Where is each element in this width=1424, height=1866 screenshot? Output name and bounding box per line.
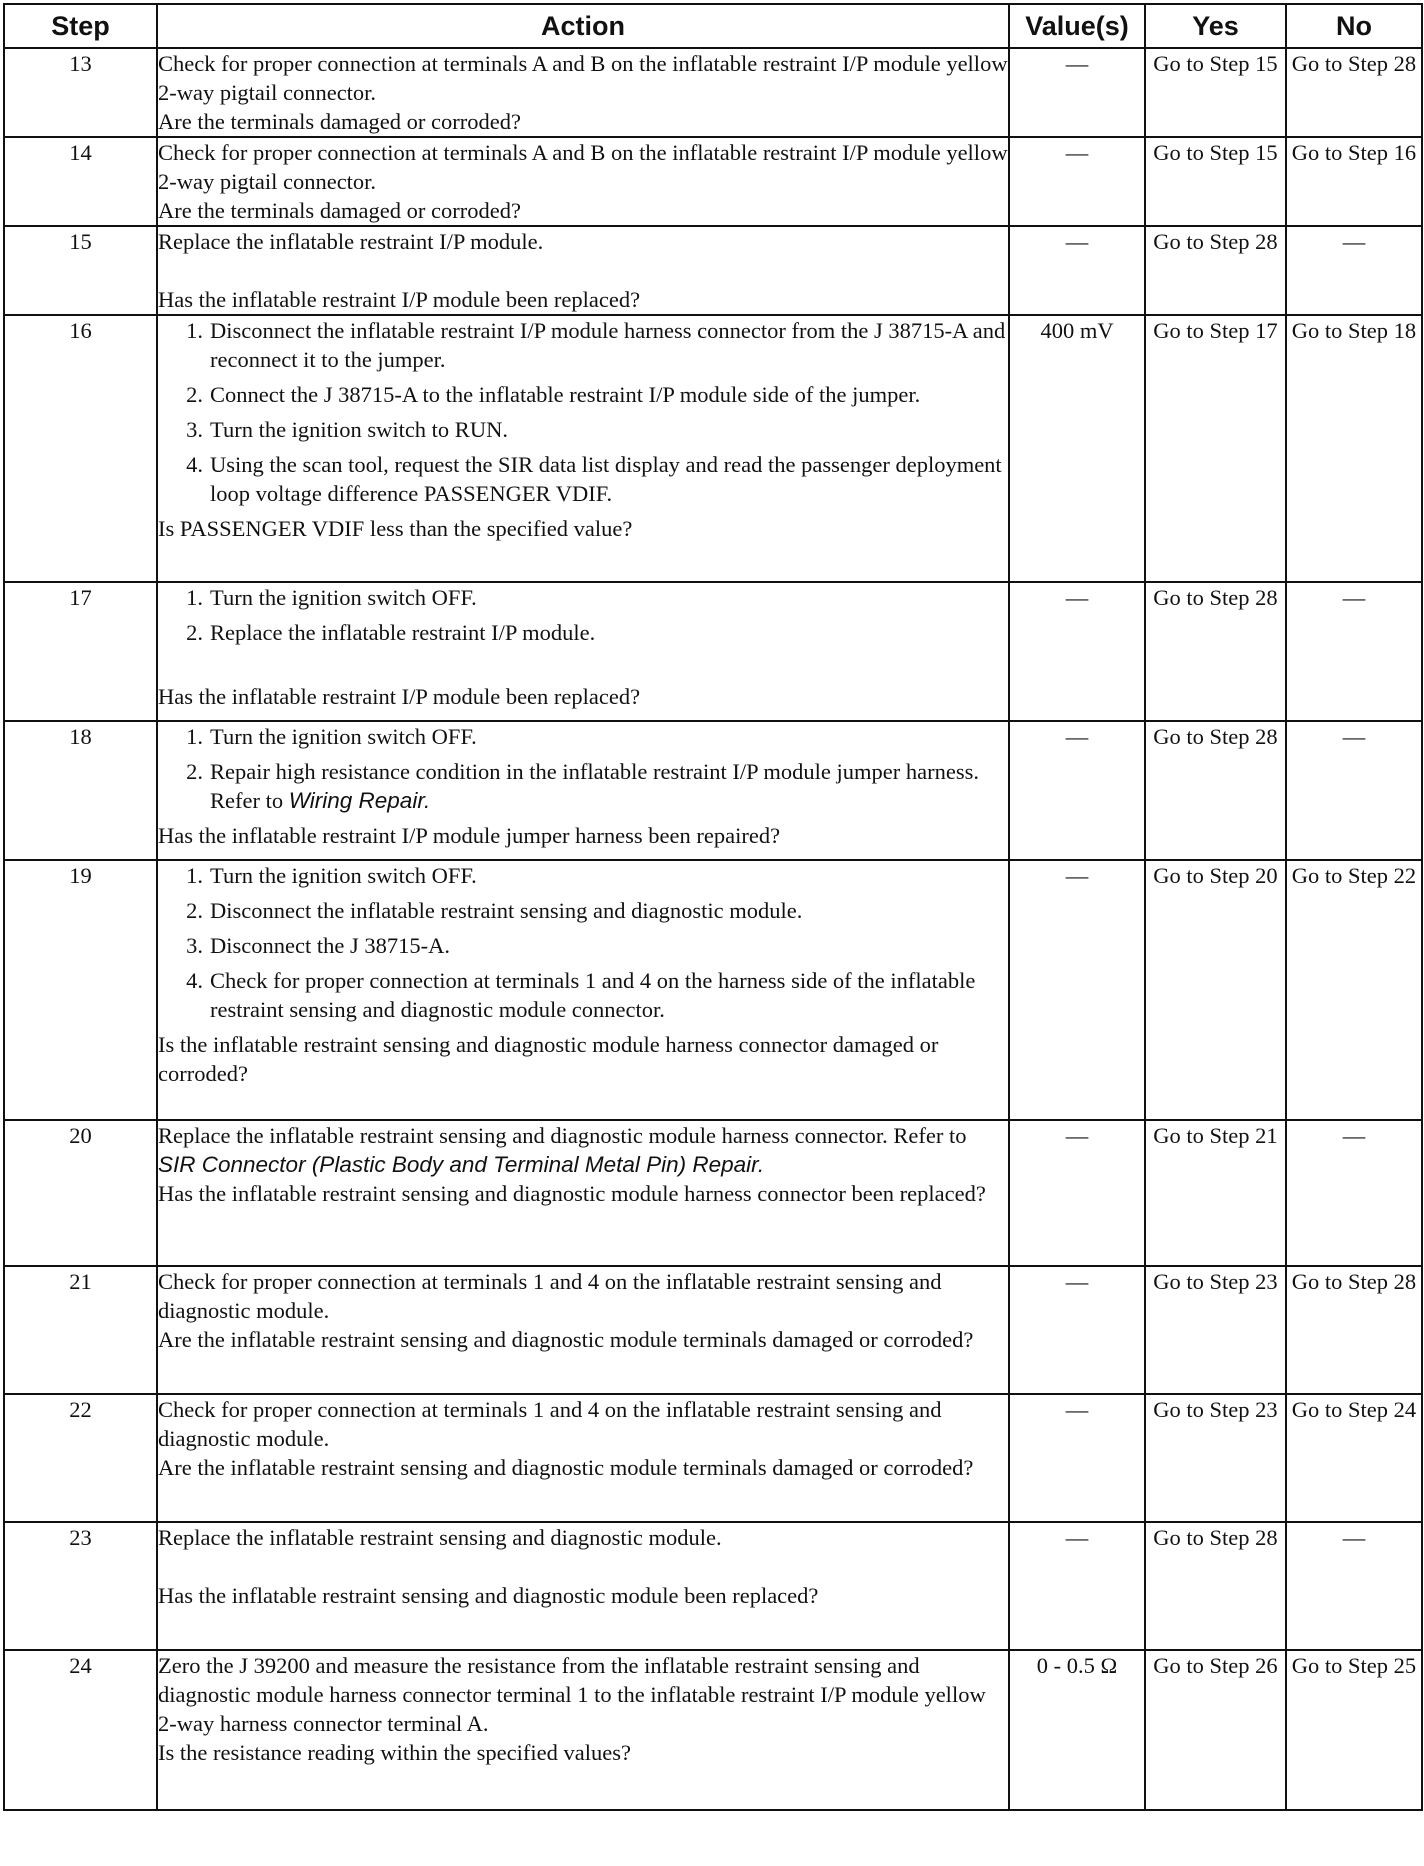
no-cell: Go to Step 25: [1286, 1650, 1422, 1810]
action-text-main: Replace the inflatable restraint sensing and diagnostic module harness connector. Refer to: [158, 1123, 967, 1148]
action-text: Replace the inflatable restraint I/P module.: [158, 229, 544, 254]
step-number: 20: [4, 1120, 157, 1266]
action-question: Has the inflatable restraint I/P module been replaced?: [158, 684, 641, 709]
step-number: 14: [4, 137, 157, 226]
value-cell: —: [1009, 860, 1145, 1120]
no-cell: —: [1286, 721, 1422, 860]
substep-number: 2.: [186, 759, 203, 784]
yes-cell: Go to Step 28: [1145, 582, 1286, 721]
table-row: [4, 582, 1422, 721]
action-cell: [157, 582, 1009, 721]
action-text: Zero the J 39200 and measure the resistance from the inflatable restraint sensing and diagnostic module harness connector terminal 1 to the inflatable restraint I/P module yellow 2-way harness connector terminal A.: [158, 1653, 986, 1736]
substep-number: 3.: [186, 417, 203, 442]
yes-cell: Go to Step 21: [1145, 1120, 1286, 1266]
value-cell: —: [1009, 1120, 1145, 1266]
value-cell: —: [1009, 1522, 1145, 1650]
substep-text: Turn the ignition switch OFF.: [210, 724, 477, 749]
yes-cell: Go to Step 15: [1145, 48, 1286, 137]
action-text: Check for proper connection at terminals 1 and 4 on the inflatable restraint sensing and diagnostic module.: [158, 1269, 942, 1323]
action-question: Has the inflatable restraint I/P module been replaced?: [158, 287, 641, 312]
sir-connector-repair-reference[interactable]: SIR Connector (Plastic Body and Terminal Metal Pin) Repair.: [158, 1152, 765, 1177]
action-question: Is the inflatable restraint sensing and diagnostic module harness connector damaged or corroded?: [158, 1032, 939, 1086]
action-cell: [157, 860, 1009, 1120]
action-cell: [157, 48, 1009, 137]
action-cell: [157, 721, 1009, 860]
yes-cell: Go to Step 28: [1145, 1522, 1286, 1650]
action-question: Is the resistance reading within the specified values?: [158, 1740, 631, 1765]
header-row: [4, 4, 1422, 48]
yes-cell: Go to Step 23: [1145, 1394, 1286, 1522]
step-number: 24: [4, 1650, 157, 1810]
table-row: [4, 1266, 1422, 1394]
action-question: Are the inflatable restraint sensing and diagnostic module terminals damaged or corroded?: [158, 1455, 974, 1480]
header-action: Action: [157, 4, 1009, 48]
value-cell: —: [1009, 721, 1145, 860]
action-text: Check for proper connection at terminals 1 and 4 on the inflatable restraint sensing and diagnostic module.: [158, 1397, 942, 1451]
substep-text: Disconnect the inflatable restraint I/P module harness connector from the J 38715-A and reconnect it to the jumper.: [210, 318, 1006, 372]
table-row: [4, 137, 1422, 226]
step-number: 15: [4, 226, 157, 315]
substep-number: 1.: [186, 863, 203, 888]
header-values: Value(s): [1009, 4, 1145, 48]
action-question: Has the inflatable restraint I/P module jumper harness been repaired?: [158, 823, 781, 848]
substep-list: [158, 722, 1008, 815]
substep: [158, 618, 1008, 647]
action-question: Are the terminals damaged or corroded?: [158, 109, 521, 134]
table-row: [4, 1120, 1422, 1266]
table-row: [4, 1522, 1422, 1650]
substep-list: [158, 861, 1008, 1024]
step-number: 17: [4, 582, 157, 721]
substep: [158, 450, 1008, 508]
action-cell: [157, 315, 1009, 582]
yes-cell: Go to Step 23: [1145, 1266, 1286, 1394]
action-cell: [157, 1266, 1009, 1394]
no-cell: —: [1286, 582, 1422, 721]
substep-number: 3.: [186, 933, 203, 958]
substep-number: 1.: [186, 585, 203, 610]
substep: [158, 583, 1008, 612]
table-row: [4, 721, 1422, 860]
substep-text: Turn the ignition switch to RUN.: [210, 417, 508, 442]
substep-text: Connect the J 38715-A to the inflatable restraint I/P module side of the jumper.: [210, 382, 921, 407]
substep-text: Disconnect the inflatable restraint sensing and diagnostic module.: [210, 898, 803, 923]
value-cell: —: [1009, 582, 1145, 721]
no-cell: Go to Step 28: [1286, 1266, 1422, 1394]
action-question: Has the inflatable restraint sensing and diagnostic module been replaced?: [158, 1583, 819, 1608]
yes-cell: Go to Step 17: [1145, 315, 1286, 582]
yes-cell: Go to Step 20: [1145, 860, 1286, 1120]
action-text: Check for proper connection at terminals A and B on the inflatable restraint I/P module yellow 2-way pigtail connector.: [158, 140, 1008, 194]
substep-text: Disconnect the J 38715-A.: [210, 933, 450, 958]
substep: [158, 415, 1008, 444]
action-question: Is PASSENGER VDIF less than the specified value?: [158, 516, 633, 541]
action-cell: [157, 137, 1009, 226]
value-cell: —: [1009, 1266, 1145, 1394]
table-row: [4, 48, 1422, 137]
yes-cell: Go to Step 28: [1145, 226, 1286, 315]
substep: [158, 861, 1008, 890]
substep-text-main: Repair high resistance condition in the inflatable restraint I/P module jumper harness. Refer to: [210, 759, 979, 813]
action-cell: [157, 1120, 1009, 1266]
action-question: Are the terminals damaged or corroded?: [158, 198, 521, 223]
step-number: 22: [4, 1394, 157, 1522]
value-cell: 0 - 0.5 Ω: [1009, 1650, 1145, 1810]
value-cell: 400 mV: [1009, 315, 1145, 582]
action-text: Replace the inflatable restraint sensing and diagnostic module.: [158, 1525, 722, 1550]
action-question: Are the inflatable restraint sensing and diagnostic module terminals damaged or corroded?: [158, 1327, 974, 1352]
no-cell: —: [1286, 1522, 1422, 1650]
action-cell: [157, 1650, 1009, 1810]
diagnostic-table: [3, 3, 1423, 1811]
substep: [158, 757, 1008, 815]
substep-text: [210, 757, 1008, 815]
substep-text: Using the scan tool, request the SIR data list display and read the passenger deployment loop voltage difference PASSENGER VDIF.: [210, 452, 1002, 506]
table-row: [4, 1650, 1422, 1810]
substep-number: 2.: [186, 898, 203, 923]
value-cell: —: [1009, 226, 1145, 315]
substep-number: 1.: [186, 724, 203, 749]
action-cell: [157, 1394, 1009, 1522]
action-cell: [157, 226, 1009, 315]
yes-cell: Go to Step 28: [1145, 721, 1286, 860]
step-number: 23: [4, 1522, 157, 1650]
substep: [158, 380, 1008, 409]
step-number: 13: [4, 48, 157, 137]
step-number: 19: [4, 860, 157, 1120]
substep: [158, 966, 1008, 1024]
header-no: No: [1286, 4, 1422, 48]
substep-number: 4.: [186, 452, 203, 477]
action-question: Has the inflatable restraint sensing and diagnostic module harness connector been replaced?: [158, 1181, 986, 1206]
substep: [158, 931, 1008, 960]
no-cell: Go to Step 24: [1286, 1394, 1422, 1522]
substep-list: [158, 583, 1008, 647]
table-row: [4, 315, 1422, 582]
substep-text: Turn the ignition switch OFF.: [210, 863, 477, 888]
action-cell: [157, 1522, 1009, 1650]
header-yes: Yes: [1145, 4, 1286, 48]
substep-number: 2.: [186, 382, 203, 407]
step-number: 16: [4, 315, 157, 582]
no-cell: Go to Step 18: [1286, 315, 1422, 582]
yes-cell: Go to Step 15: [1145, 137, 1286, 226]
no-cell: Go to Step 28: [1286, 48, 1422, 137]
no-cell: —: [1286, 226, 1422, 315]
step-number: 21: [4, 1266, 157, 1394]
header-step: Step: [4, 4, 157, 48]
substep: [158, 316, 1008, 374]
value-cell: —: [1009, 1394, 1145, 1522]
substep-text: Turn the ignition switch OFF.: [210, 585, 477, 610]
table-row: [4, 860, 1422, 1120]
substep: [158, 722, 1008, 751]
no-cell: —: [1286, 1120, 1422, 1266]
no-cell: Go to Step 22: [1286, 860, 1422, 1120]
step-number: 18: [4, 721, 157, 860]
yes-cell: Go to Step 26: [1145, 1650, 1286, 1810]
substep-text: Replace the inflatable restraint I/P module.: [210, 620, 596, 645]
wiring-repair-reference[interactable]: Wiring Repair.: [288, 788, 431, 813]
substep-text: Check for proper connection at terminals 1 and 4 on the harness side of the inflatable restraint sensing and diagnostic module connector.: [210, 968, 976, 1022]
table-row: [4, 226, 1422, 315]
substep-list: [158, 316, 1008, 508]
no-cell: Go to Step 16: [1286, 137, 1422, 226]
substep-number: 4.: [186, 968, 203, 993]
action-text: Check for proper connection at terminals A and B on the inflatable restraint I/P module yellow 2-way pigtail connector.: [158, 51, 1008, 105]
value-cell: —: [1009, 137, 1145, 226]
substep: [158, 896, 1008, 925]
substep-number: 1.: [186, 318, 203, 343]
table-row: [4, 1394, 1422, 1522]
value-cell: —: [1009, 48, 1145, 137]
substep-number: 2.: [186, 620, 203, 645]
action-text: [158, 1121, 1008, 1179]
